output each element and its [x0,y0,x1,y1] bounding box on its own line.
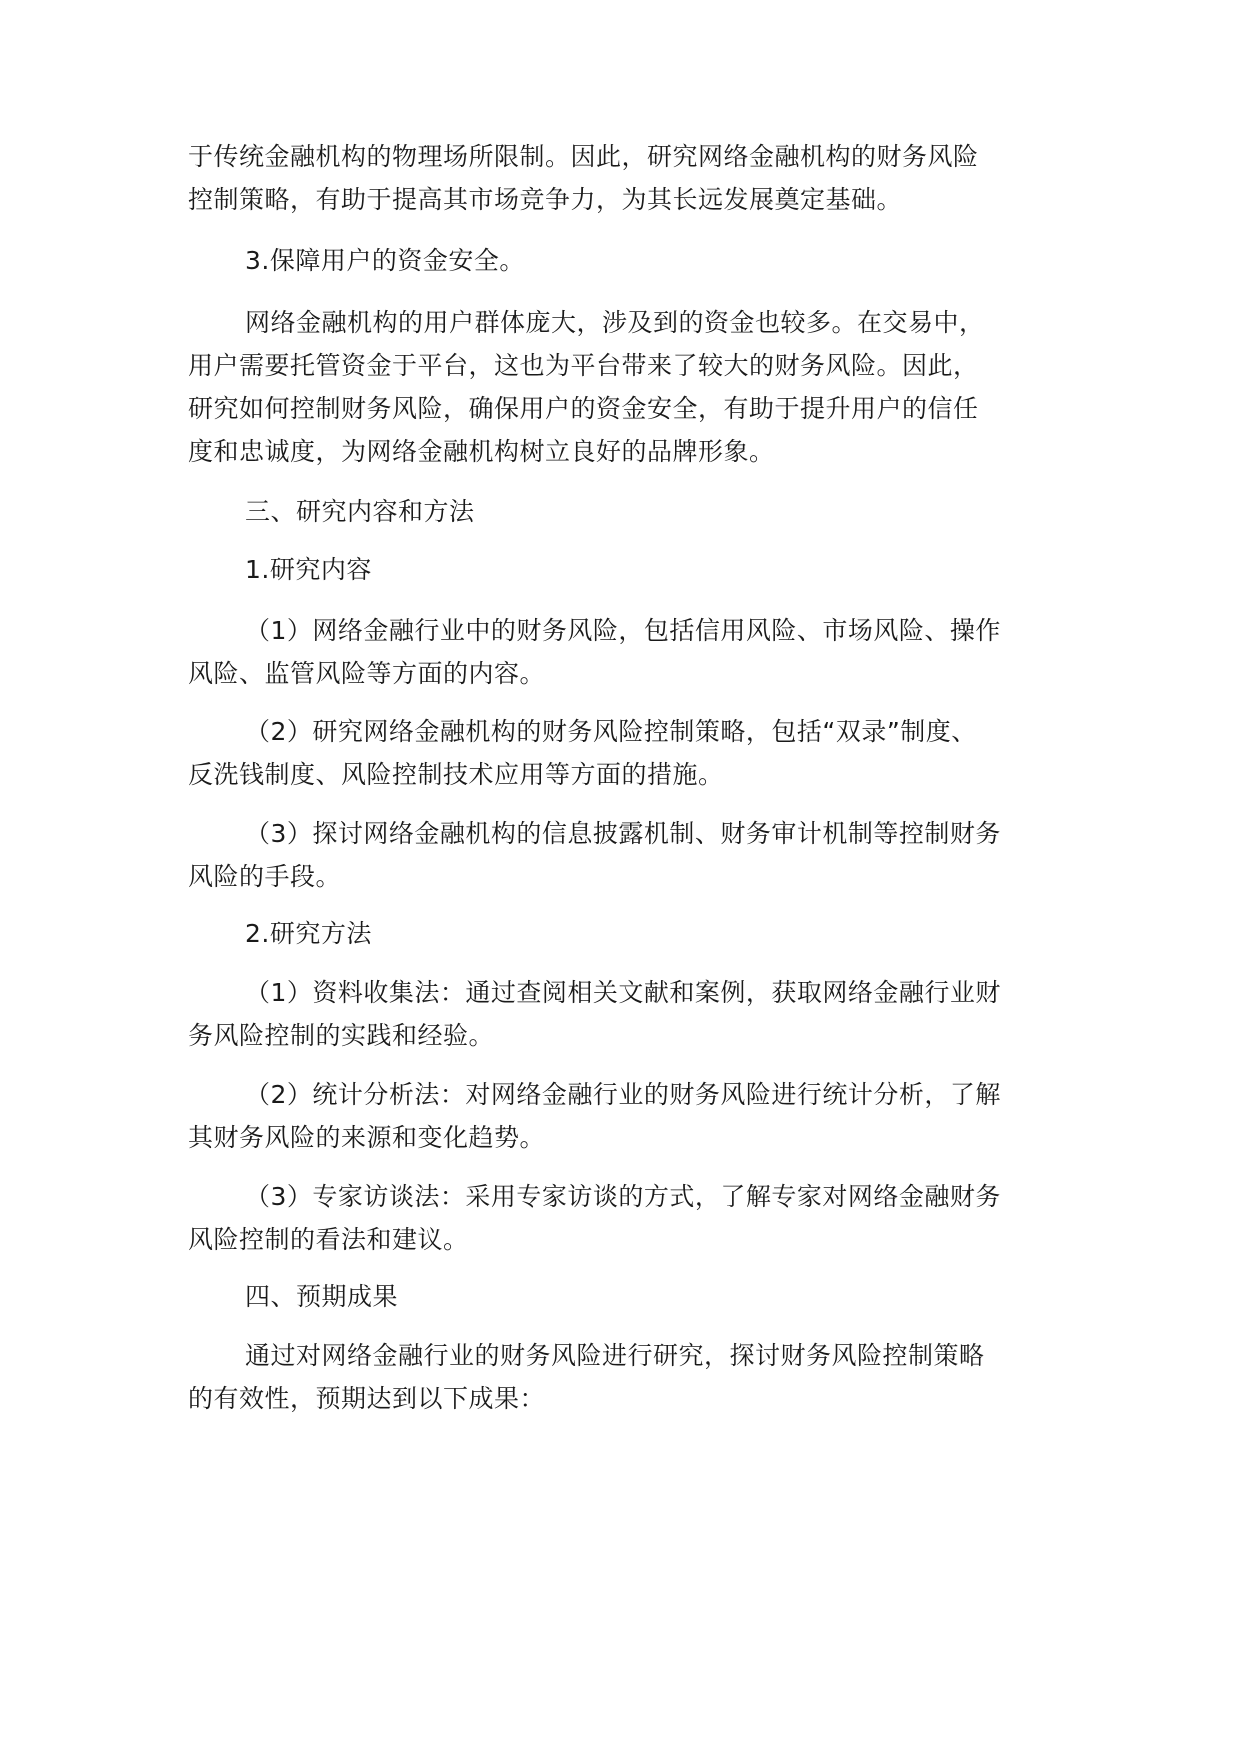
paragraph-line: （2）统计分析法：对网络金融行业的财务风险进行统计分析，了解 [245,1080,1001,1109]
paragraph-line: 控制策略，有助于提高其市场竞争力，为其长远发展奠定基础。 [188,185,903,214]
paragraph-line: （3）探讨网络金融机构的信息披露机制、财务审计机制等控制财务 [245,819,1001,848]
section-heading: 2.研究方法 [245,919,372,948]
paragraph-line: 研究如何控制财务风险，确保用户的资金安全，有助于提升用户的信任 [188,394,979,423]
paragraph-line: 的有效性，预期达到以下成果： [188,1384,546,1413]
paragraph-line: 网络金融机构的用户群体庞大，涉及到的资金也较多。在交易中， [245,308,985,337]
paragraph-line: 其财务风险的来源和变化趋势。 [188,1123,546,1152]
paragraph-line: 度和忠诚度，为网络金融机构树立良好的品牌形象。 [188,437,775,466]
paragraph-line: 风险、监管风险等方面的内容。 [188,659,546,688]
paragraph-line: （1）网络金融行业中的财务风险，包括信用风险、市场风险、操作 [245,616,1001,645]
paragraph-line: 风险的手段。 [188,862,342,891]
paragraph-line: 风险控制的看法和建议。 [188,1225,469,1254]
paragraph-line: 反洗钱制度、风险控制技术应用等方面的措施。 [188,760,724,789]
paragraph-line: （1）资料收集法：通过查阅相关文献和案例，获取网络金融行业财 [245,978,1001,1007]
paragraph-line: 通过对网络金融行业的财务风险进行研究，探讨财务风险控制策略 [245,1341,985,1370]
section-heading: 四、预期成果 [245,1282,399,1311]
paragraph-line: 务风险控制的实践和经验。 [188,1021,495,1050]
paragraph-line: 用户需要托管资金于平台，这也为平台带来了较大的财务风险。因此， [188,351,979,380]
section-heading: 1.研究内容 [245,555,372,584]
paragraph-line: 于传统金融机构的物理场所限制。因此，研究网络金融机构的财务风险 [188,142,979,171]
section-heading: 三、研究内容和方法 [245,497,475,526]
paragraph-line: （3）专家访谈法：采用专家访谈的方式，了解专家对网络金融财务 [245,1182,1001,1211]
paragraph-line: （2）研究网络金融机构的财务风险控制策略，包括“双录”制度、 [245,717,977,746]
section-heading: 3.保障用户的资金安全。 [245,246,525,275]
